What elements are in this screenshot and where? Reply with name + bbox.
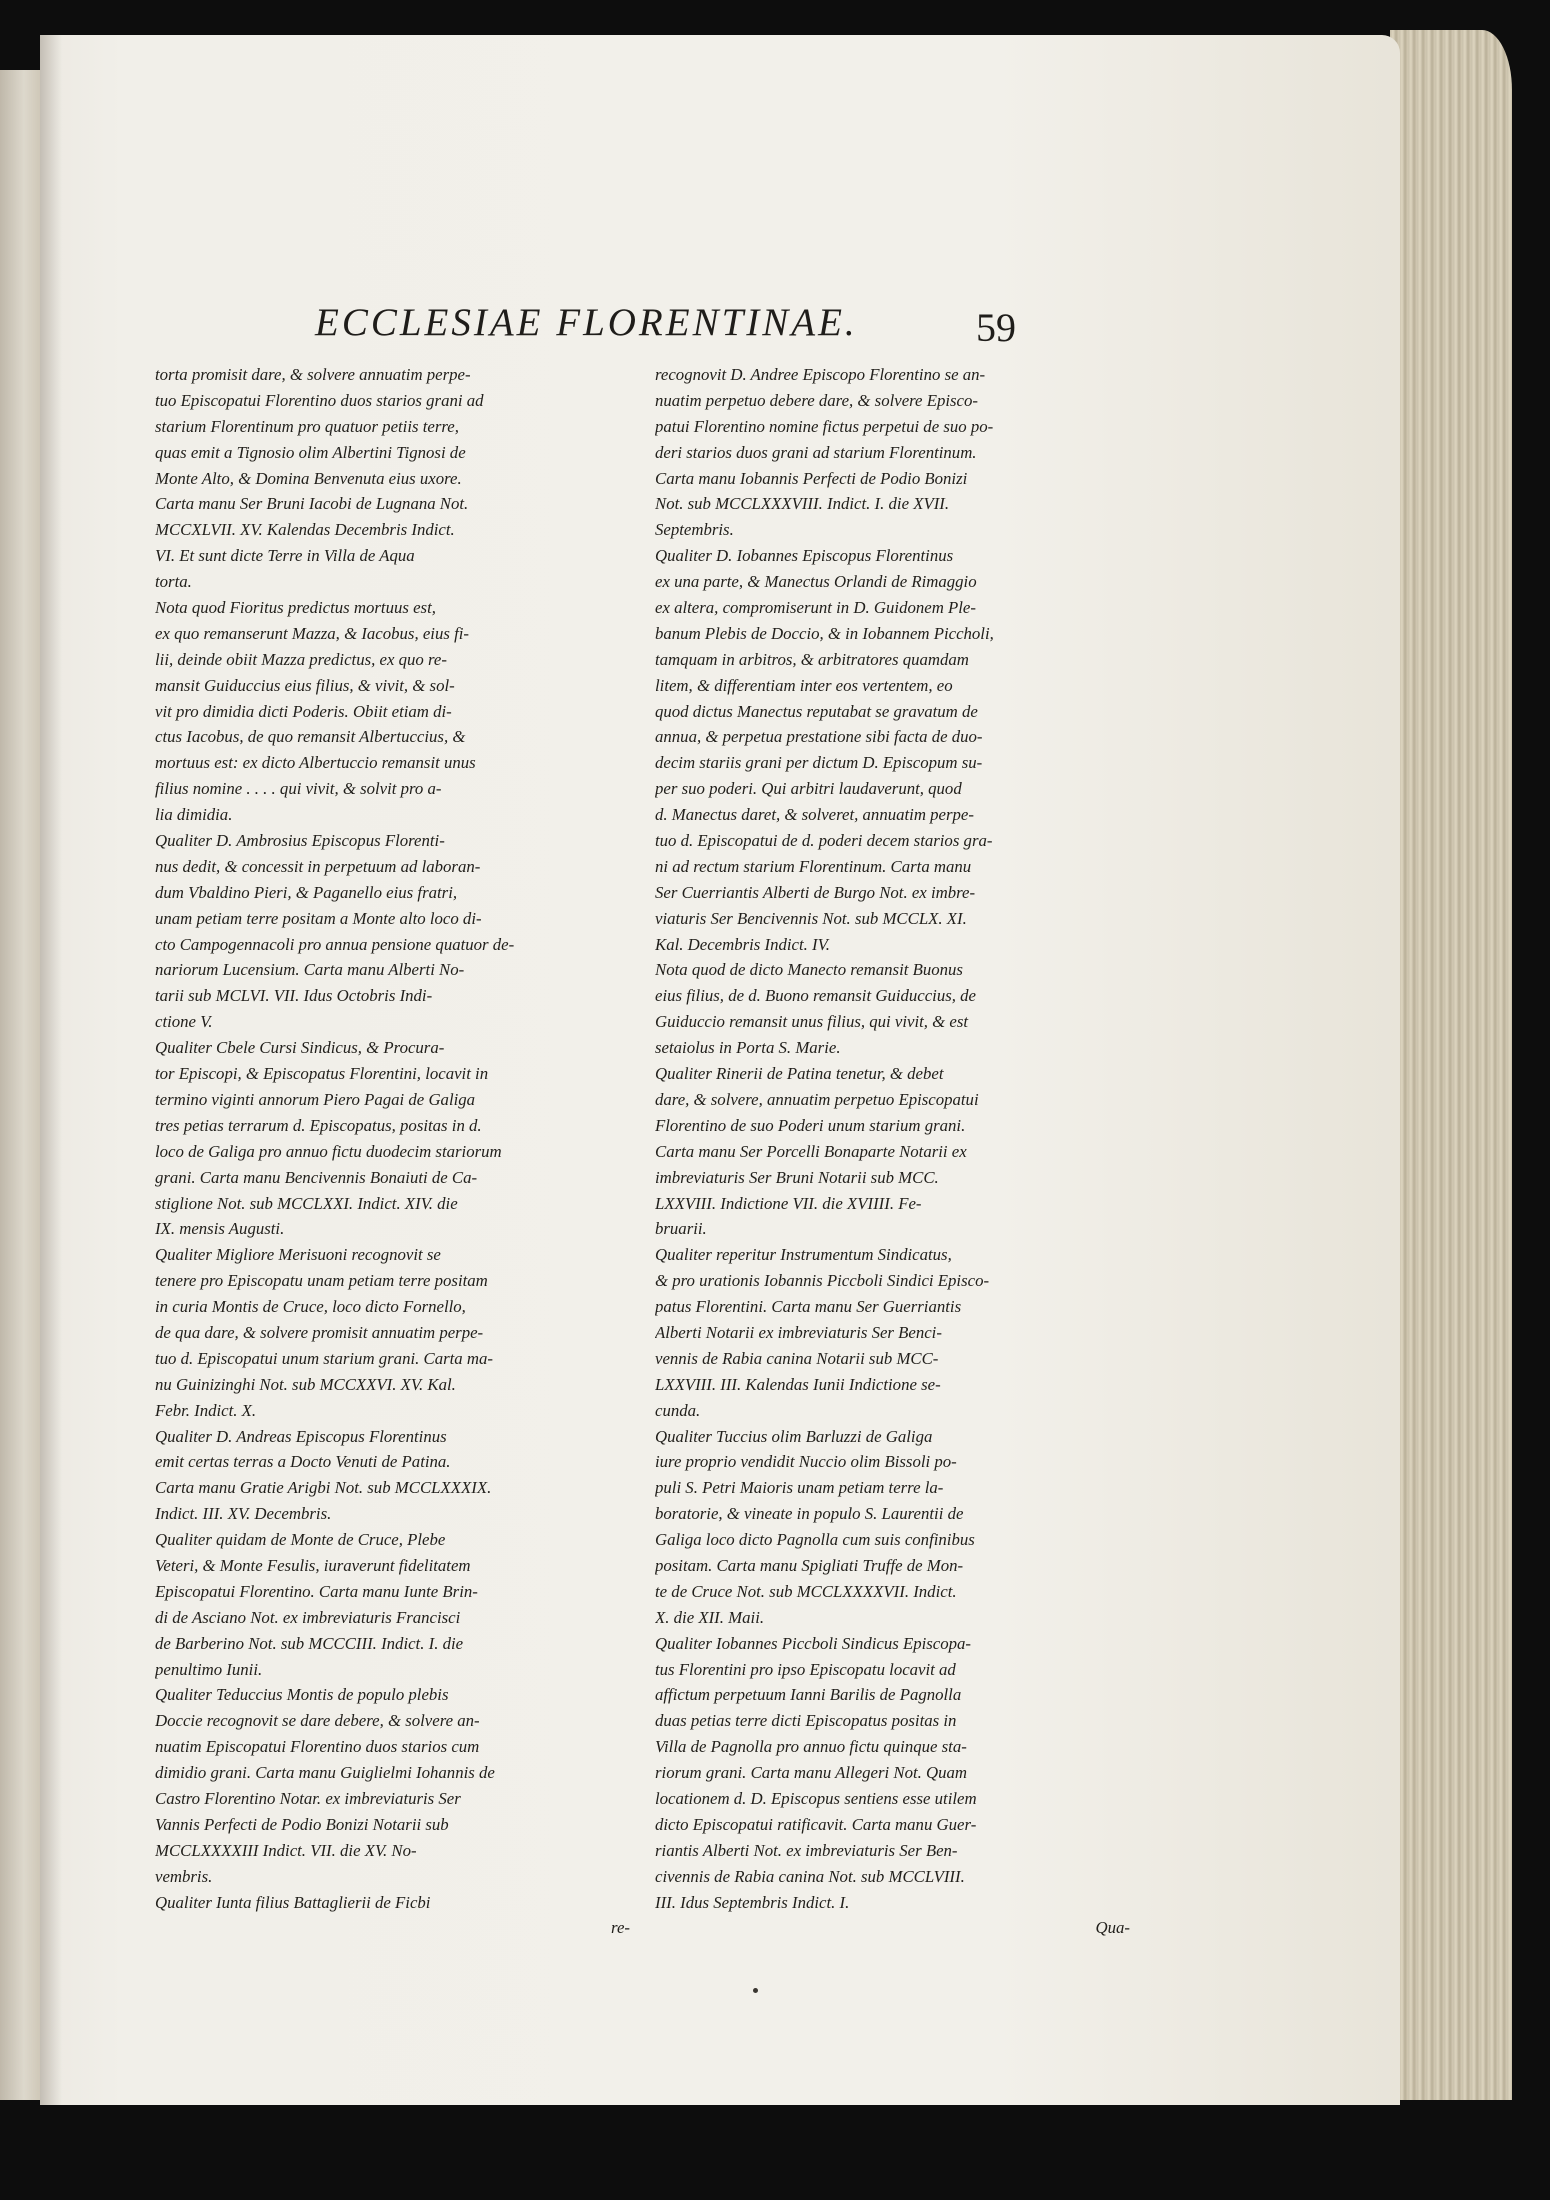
text-line: te de Cruce Not. sub MCCLXXXXVII. Indict. xyxy=(655,1581,957,1601)
text-line: loco de Galiga pro annuo fictu duodecim stariorum xyxy=(155,1141,502,1161)
text-line: duas petias terre dicti Episcopatus positas in xyxy=(655,1711,957,1731)
text-line: filius nomine . . . . qui vivit, & solvit pro a- xyxy=(155,779,442,799)
text-line: deri starios duos grani ad starium Florentinum. xyxy=(655,442,977,462)
text-line: nus dedit, & concessit in perpetuum ad laboran- xyxy=(155,856,481,876)
text-line: tuo d. Episcopatui unum starium grani. Carta ma- xyxy=(155,1348,493,1368)
left-column xyxy=(155,362,630,1941)
text-line: imbreviaturis Ser Bruni Notarii sub MCC. xyxy=(655,1167,939,1187)
text-line: Qualiter D. Iobannes Episcopus Florentinus xyxy=(655,546,954,566)
page-stack-edge xyxy=(1390,30,1512,2100)
text-line: mortuus est: ex dicto Albertuccio remansit unus xyxy=(155,753,476,773)
text-line: locationem d. D. Episcopus sentiens esse utilem xyxy=(655,1788,977,1808)
text-line: vennis de Rabia canina Notarii sub MCC- xyxy=(655,1348,939,1368)
text-line: tus Florentini pro ipso Episcopatu locavit ad xyxy=(655,1659,956,1679)
text-line: d. Manectus daret, & solveret, annuatim perpe- xyxy=(655,805,974,825)
text-line: Carta manu Ser Bruni Iacobi de Lugnana Not. xyxy=(155,494,469,514)
text-line: ex quo remanserunt Mazza, & Iacobus, eius fi- xyxy=(155,623,469,643)
running-head: ECCLESIAE FLORENTINAE. xyxy=(315,301,858,344)
text-line: boratorie, & vineate in populo S. Laurentii de xyxy=(655,1504,964,1524)
text-line: lii, deinde obiit Mazza predictus, ex quo re- xyxy=(155,649,447,669)
text-line: Qualiter Tuccius olim Barluzzi de Galiga xyxy=(655,1426,933,1446)
text-line: puli S. Petri Maioris unam petiam terre la- xyxy=(655,1478,944,1498)
text-line: torta. xyxy=(155,572,192,592)
text-line: positam. Carta manu Spigliati Truffe de Mon- xyxy=(655,1555,964,1575)
text-line: grani. Carta manu Bencivennis Bonaiuti de Ca- xyxy=(155,1167,478,1187)
text-line: IX. mensis Augusti. xyxy=(155,1219,285,1239)
text-line: riantis Alberti Not. ex imbreviaturis Ser Ben- xyxy=(655,1840,958,1860)
text-line: tenere pro Episcopatu unam petiam terre positam xyxy=(155,1271,488,1291)
text-line: dare, & solvere, annuatim perpetuo Episcopatui xyxy=(655,1089,979,1109)
text-line: tuo d. Episcopatui de d. poderi decem starios gra- xyxy=(655,831,993,851)
text-line: Qualiter quidam de Monte de Cruce, Plebe xyxy=(155,1530,446,1550)
text-line: Galiga loco dicto Pagnolla cum suis confinibus xyxy=(655,1530,975,1550)
text-line: recognovit D. Andree Episcopo Florentino se an- xyxy=(655,365,986,384)
text-line: III. Idus Septembris Indict. I. xyxy=(655,1892,850,1912)
text-line: Qualiter Cbele Cursi Sindicus, & Procura- xyxy=(155,1038,445,1058)
text-line: Florentino de suo Poderi unum starium grani. xyxy=(655,1115,966,1135)
text-line: dicto Episcopatui ratificavit. Carta manu Guer- xyxy=(655,1814,977,1834)
text-line: riorum grani. Carta manu Allegeri Not. Quam xyxy=(655,1763,968,1783)
text-line: Veteri, & Monte Fesulis, iuraverunt fidelitatem xyxy=(155,1555,471,1575)
text-line: Qualiter Rinerii de Patina tenetur, & debet xyxy=(655,1064,944,1084)
text-line: Qualiter Iunta filius Battaglierii de Ficbi xyxy=(155,1892,431,1912)
right-column xyxy=(655,362,1130,1941)
text-line: Doccie recognovit se dare debere, & solvere an- xyxy=(155,1711,480,1731)
text-line: di de Asciano Not. ex imbreviaturis Francisci xyxy=(155,1607,461,1627)
text-line: litem, & differentiam inter eos vertentem, eo xyxy=(655,675,953,695)
text-line: banum Plebis de Doccio, & in Iobannem Piccholi, xyxy=(655,623,994,643)
text-line: cto Campogennacoli pro annua pensione quatuor de- xyxy=(155,934,515,954)
text-line: Nota quod de dicto Manecto remansit Buonus xyxy=(655,960,963,980)
text-line: emit certas terras a Docto Venuti de Patina. xyxy=(155,1452,451,1472)
text-line: torta promisit dare, & solvere annuatim perpe- xyxy=(155,365,471,384)
text-line: Qualiter Teduccius Montis de populo plebis xyxy=(155,1685,449,1705)
text-line: unam petiam terre positam a Monte alto loco di- xyxy=(155,908,482,928)
text-line: Qualiter Iobannes Piccboli Sindicus Episcopa- xyxy=(655,1633,971,1653)
text-line: Not. sub MCCLXXXVIII. Indict. I. die XVII. xyxy=(655,494,950,514)
text-line: Monte Alto, & Domina Benvenuta eius uxore. xyxy=(155,468,462,488)
text-line: de qua dare, & solvere promisit annuatim perpe- xyxy=(155,1322,484,1342)
text-line: affictum perpetuum Ianni Barilis de Pagnolla xyxy=(655,1685,962,1705)
text-line: stiglione Not. sub MCCLXXI. Indict. XIV. die xyxy=(155,1193,458,1213)
text-line: ctione V. xyxy=(155,1012,213,1032)
text-line: setaiolus in Porta S. Marie. xyxy=(655,1038,841,1058)
text-line: Indict. III. XV. Decembris. xyxy=(155,1504,332,1524)
text-line: patui Florentino nomine fictus perpetui de suo po- xyxy=(655,416,994,436)
text-line: X. die XII. Maii. xyxy=(655,1607,765,1627)
text-line: Febr. Indict. X. xyxy=(155,1400,257,1420)
text-line: patus Florentini. Carta manu Ser Guerriantis xyxy=(655,1297,962,1317)
text-line: nariorum Lucensium. Carta manu Alberti No- xyxy=(155,960,465,980)
text-line: Nota quod Fioritus predictus mortuus est, xyxy=(155,598,436,618)
text-line: annua, & perpetua prestatione sibi facta de duo- xyxy=(655,727,983,747)
text-line: quas emit a Tignosio olim Albertini Tignosi de xyxy=(155,442,466,462)
text-line: Ser Cuerriantis Alberti de Burgo Not. ex imbre- xyxy=(655,882,976,902)
text-line: de Barberino Not. sub MCCCIII. Indict. I. die xyxy=(155,1633,464,1653)
text-line: Carta manu Ser Porcelli Bonaparte Notarii ex xyxy=(655,1141,967,1161)
text-line: mansit Guiduccius eius filius, & vivit, & sol- xyxy=(155,675,455,695)
text-line: starium Florentinum pro quatuor petiis terre, xyxy=(155,416,459,436)
text-line: cunda. xyxy=(655,1400,701,1420)
text-line: Carta manu Gratie Arigbi Not. sub MCCLXXXIX. xyxy=(155,1478,492,1498)
text-line: dum Vbaldino Pieri, & Paganello eius fratri, xyxy=(155,882,458,902)
text-line: dimidio grani. Carta manu Guiglielmi Iohannis de xyxy=(155,1763,495,1783)
catchword: re- xyxy=(611,1918,630,1938)
text-line: VI. Et sunt dicte Terre in Villa de Aqua xyxy=(155,546,415,566)
text-line: in curia Montis de Cruce, loco dicto Fornello, xyxy=(155,1297,466,1317)
text-line: Septembris. xyxy=(655,520,734,540)
text-line: tarii sub MCLVI. VII. Idus Octobris Indi- xyxy=(155,986,433,1006)
text-line: Kal. Decembris Indict. IV. xyxy=(655,934,830,954)
catchword: Qua- xyxy=(1095,1918,1130,1938)
text-line: ex una parte, & Manectus Orlandi de Rimaggio xyxy=(655,572,977,592)
text-line: viaturis Ser Bencivennis Not. sub MCCLX. XI. xyxy=(655,908,967,928)
text-line: Guiduccio remansit unus filius, qui vivit, & est xyxy=(655,1012,969,1032)
text-line: Carta manu Iobannis Perfecti de Podio Bonizi xyxy=(655,468,968,488)
text-line: eius filius, de d. Buono remansit Guiduccius, de xyxy=(655,986,976,1006)
text-line: nuatim Episcopatui Florentino duos starios cum xyxy=(155,1737,480,1757)
text-line: penultimo Iunii. xyxy=(155,1659,263,1679)
text-line: Villa de Pagnolla pro annuo fictu quinque sta- xyxy=(655,1737,967,1757)
text-line: Qualiter D. Ambrosius Episcopus Florenti- xyxy=(155,831,445,851)
text-line: Vannis Perfecti de Podio Bonizi Notarii sub xyxy=(155,1814,449,1834)
page-number: 59 xyxy=(976,305,1016,350)
facing-page-edge xyxy=(0,70,40,2100)
text-line: lia dimidia. xyxy=(155,805,233,825)
text-line: MCCLXXXXIII Indict. VII. die XV. No- xyxy=(155,1840,417,1860)
text-line: Qualiter reperitur Instrumentum Sindicatus, xyxy=(655,1245,952,1265)
text-line: LXXVIII. III. Kalendas Iunii Indictione se- xyxy=(655,1374,941,1394)
text-line: Episcopatui Florentino. Carta manu Iunte Brin- xyxy=(155,1581,478,1601)
text-line: nu Guinizinghi Not. sub MCCXXVI. XV. Kal. xyxy=(155,1374,456,1394)
text-line: termino viginti annorum Piero Pagai de Galiga xyxy=(155,1089,476,1109)
text-line: quod dictus Manectus reputabat se gravatum de xyxy=(655,701,978,721)
text-line: ni ad rectum starium Florentinum. Carta manu xyxy=(655,856,972,876)
text-line: Qualiter Migliore Merisuoni recognovit se xyxy=(155,1245,441,1265)
text-line: civennis de Rabia canina Not. sub MCCLVIII. xyxy=(655,1866,965,1886)
text-line: decim stariis grani per dictum D. Episcopum su- xyxy=(655,753,983,773)
text-line: tres petias terrarum d. Episcopatus, positas in d. xyxy=(155,1115,482,1135)
text-line: ex altera, compromiserunt in D. Guidonem Ple- xyxy=(655,598,976,618)
text-line: LXXVIII. Indictione VII. die XVIIII. Fe- xyxy=(655,1193,922,1213)
text-line: Castro Florentino Notar. ex imbreviaturis Ser xyxy=(155,1788,461,1808)
text-line: nuatim perpetuo debere dare, & solvere Episco- xyxy=(655,390,978,410)
text-line: bruarii. xyxy=(655,1219,707,1239)
text-line: & pro urationis Iobannis Piccboli Sindici Episco- xyxy=(655,1271,990,1291)
text-line: Alberti Notarii ex imbreviaturis Ser Benci- xyxy=(655,1322,942,1342)
text-line: tuo Episcopatui Florentino duos starios grani ad xyxy=(155,390,484,410)
text-line: tor Episcopi, & Episcopatus Florentini, locavit in xyxy=(155,1064,489,1084)
text-line: per suo poderi. Qui arbitri laudaverunt, quod xyxy=(655,779,962,799)
gutter-shadow xyxy=(40,35,62,2105)
text-line: MCCXLVII. XV. Kalendas Decembris Indict. xyxy=(155,520,455,540)
text-line: vembris. xyxy=(155,1866,213,1886)
text-line: tamquam in arbitros, & arbitratores quamdam xyxy=(655,649,969,669)
ink-speck xyxy=(753,1988,758,1993)
text-line: ctus Iacobus, de quo remansit Albertuccius, & xyxy=(155,727,466,747)
text-line: Qualiter D. Andreas Episcopus Florentinus xyxy=(155,1426,447,1446)
text-line: iure proprio vendidit Nuccio olim Bissoli po- xyxy=(655,1452,957,1472)
text-line: vit pro dimidia dicti Poderis. Obiit etiam di- xyxy=(155,701,452,721)
